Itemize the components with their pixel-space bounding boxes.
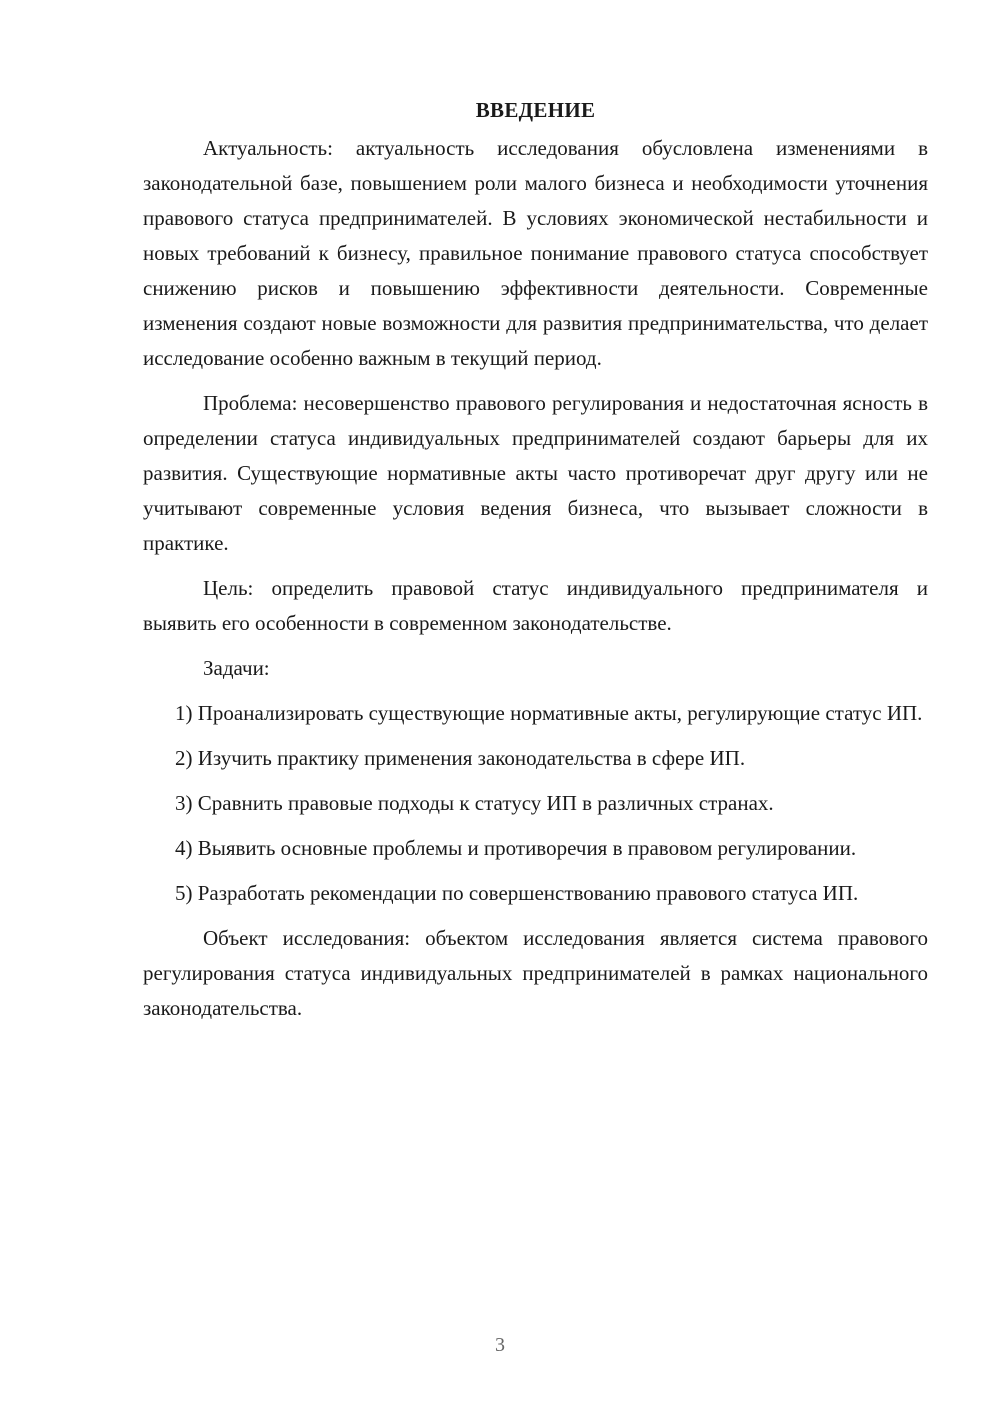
paragraph-relevance: Актуальность: актуальность исследования обусловлена изменениями в законодательной базе, повышением роли малого бизнеса и необходимости уточнения правового статуса предпринимателей. В условиях экономической нестабильности и новых требований к бизнесу, правильное понимание правового статуса способствует снижению рисков и повышению эффективности деятельности. Современные изменения создают новые возможности для развития предпринимательства, что делает исследование особенно важным в текущий период. bbox=[143, 136, 928, 370]
paragraph-object: Объект исследования: объектом исследования является система правового регулирования статуса индивидуальных предпринимателей в рамках национального законодательства. bbox=[143, 926, 928, 1020]
paragraph-problem: Проблема: несовершенство правового регулирования и недостаточная ясность в определении статуса индивидуальных предпринимателей создают барьеры для их развития. Существующие нормативные акты часто противоречат друг другу или не учитывают современные условия ведения бизнеса, что вызывает сложности в практике. bbox=[143, 391, 928, 555]
task-item-5: 5) Разработать рекомендации по совершенствованию правового статуса ИП. bbox=[175, 881, 859, 905]
task-item-2: 2) Изучить практику применения законодательства в сфере ИП. bbox=[175, 746, 746, 770]
paragraph-goal: Цель: определить правовой статус индивидуального предпринимателя и выявить его особенности в современном законодательстве. bbox=[143, 576, 928, 635]
task-item-4: 4) Выявить основные проблемы и противоречия в правовом регулировании. bbox=[175, 836, 857, 860]
document-page bbox=[143, 95, 928, 1026]
task-item-3: 3) Сравнить правовые подходы к статусу ИП в различных странах. bbox=[175, 791, 774, 815]
task-item-1: 1) Проанализировать существующие нормативные акты, регулирующие статус ИП. bbox=[175, 701, 923, 725]
tasks-heading: Задачи: bbox=[203, 656, 270, 680]
page-number: 3 bbox=[495, 1334, 505, 1356]
section-title: ВВЕДЕНИЕ bbox=[475, 98, 596, 122]
